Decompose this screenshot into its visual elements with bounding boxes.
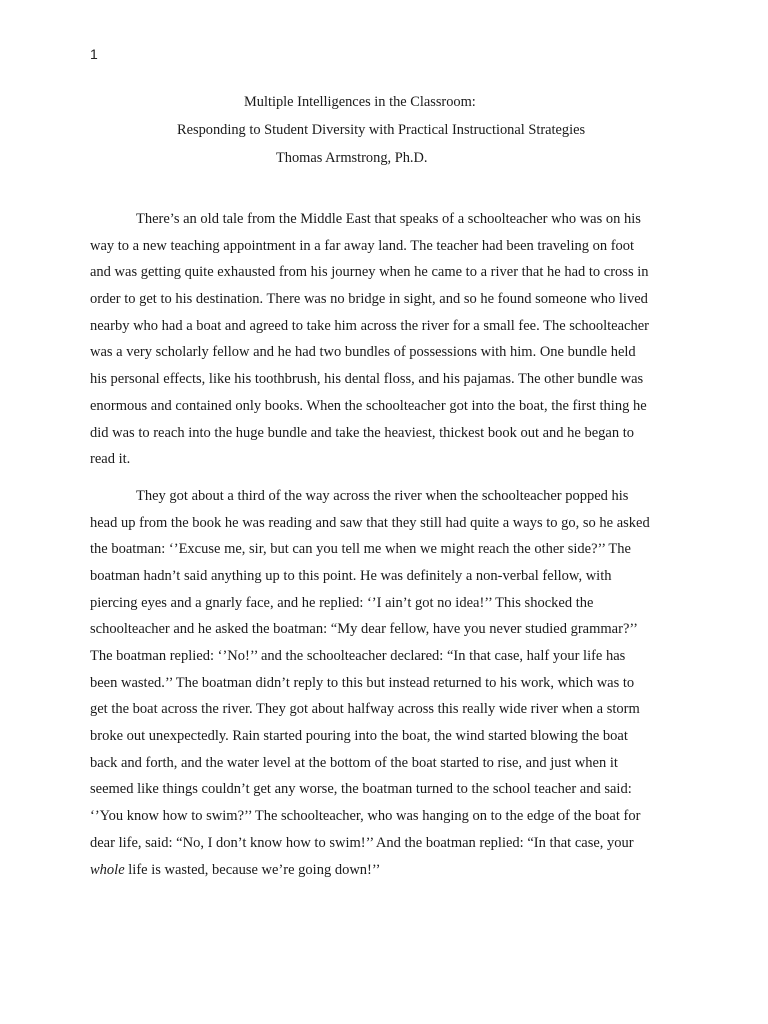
text-line: get the boat across the river. They got about halfway across this really wide river when a storm — [90, 701, 640, 718]
document-author: Thomas Armstrong, Ph.D. — [276, 150, 428, 166]
text-line: head up from the book he was reading and saw that they still had quite a ways to go, so he asked — [90, 514, 650, 531]
text-line: They got about a third of the way across the river when the schoolteacher popped his — [136, 487, 629, 504]
text-line: way to a new teaching appointment in a far away land. The teacher had been traveling on foot — [90, 237, 635, 254]
text-line-last — [90, 857, 680, 884]
text-line: seemed like things couldn’t get any worse, the boatman turned to the school teacher and said: — [90, 781, 632, 798]
paragraph-1 — [90, 206, 680, 473]
text-line: read it. — [90, 451, 131, 468]
text-line: boatman hadn’t said anything up to this point. He was definitely a non-verbal fellow, with — [90, 567, 612, 584]
page-number: 1 — [90, 46, 98, 62]
paragraph-2 — [90, 483, 680, 883]
text-line: ‘’You know how to swim?’’ The schoolteacher, who was hanging on to the edge of the boat for — [90, 808, 641, 825]
text-line: and was getting quite exhausted from his journey when he came to a river that he had to cross in — [90, 264, 649, 281]
text-line: did was to reach into the huge bundle and take the heaviest, thickest book out and he began to — [90, 424, 634, 441]
text-line: The boatman replied: ‘’No!’’ and the schoolteacher declared: “In that case, half your life has — [90, 648, 626, 664]
text-line-tail: life is wasted, because we’re going down!’’ — [124, 861, 381, 878]
text-line: back and forth, and the water level at the bottom of the boat started to rise, and just when it — [90, 754, 618, 771]
paragraph-spacer — [90, 473, 680, 483]
document-subtitle: Responding to Student Diversity with Practical Instructional Strategies — [177, 122, 586, 138]
text-line: There’s an old tale from the Middle East that speaks of a schoolteacher who was on his — [136, 211, 641, 227]
document-body — [90, 206, 680, 883]
text-line: enormous and contained only books. When the schoolteacher got into the boat, the first thing he — [90, 397, 647, 414]
text-line: order to get to his destination. There was no bridge in sight, and so he found someone who lived — [90, 291, 648, 308]
document-title: Multiple Intelligences in the Classroom: — [244, 94, 476, 110]
text-line: nearby who had a boat and agreed to take him across the river for a small fee. The schoolteacher — [90, 317, 649, 334]
italic-emphasis: whole — [90, 861, 125, 878]
text-line: piercing eyes and a gnarly face, and he replied: ‘’I ain’t got no idea!’’ This shocked the — [90, 594, 594, 611]
text-line: schoolteacher and he asked the boatman: “My dear fellow, have you never studied grammar?’’ — [90, 621, 638, 638]
text-line: dear life, said: “No, I don’t know how to swim!’’ And the boatman replied: “In that case, your — [90, 834, 634, 851]
text-line: been wasted.’’ The boatman didn’t reply to this but instead returned to his work, which was to — [90, 674, 635, 691]
text-line: broke out unexpectedly. Rain started pouring into the boat, the wind started blowing the boat — [90, 728, 628, 745]
text-line: his personal effects, like his toothbrush, his dental floss, and his pajamas. The other bundle was — [90, 371, 644, 388]
text-line: the boatman: ‘’Excuse me, sir, but can you tell me when we might reach the other side?’’ The — [90, 541, 631, 558]
text-line: was a very scholarly fellow and he had two bundles of possessions with him. One bundle held — [90, 344, 636, 361]
